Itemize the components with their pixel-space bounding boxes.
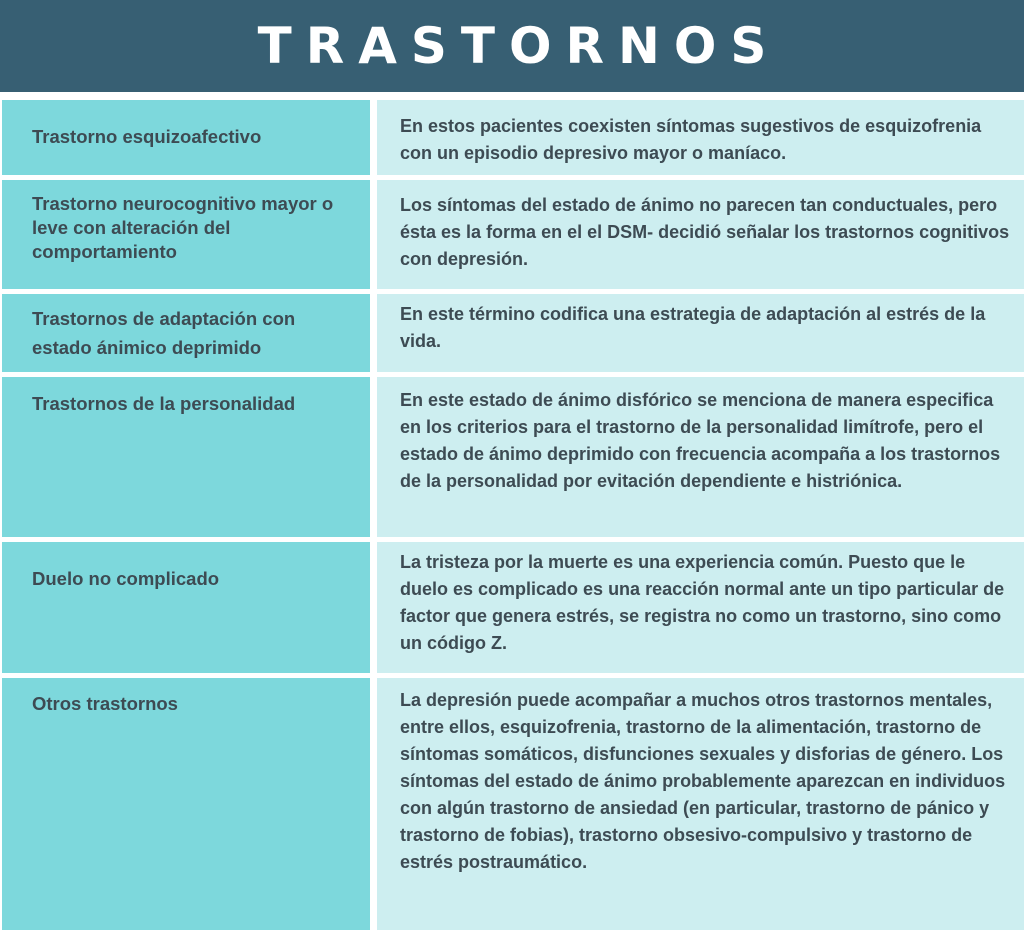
label-cell — [2, 294, 370, 372]
row-label: Duelo no complicado — [32, 568, 220, 589]
description-cell — [377, 678, 1024, 930]
description-cell — [377, 294, 1024, 372]
row-label: Otros trastornos — [32, 693, 178, 714]
row-label: Trastorno esquizoafectivo — [32, 126, 262, 147]
label-cell — [2, 180, 370, 289]
description-cell — [377, 100, 1024, 175]
table-row — [0, 678, 1024, 930]
row-description: En estos pacientes coexisten síntomas sugestivos de esquizofrenia con un episodio depresivo mayor o maníaco. — [400, 116, 982, 163]
row-description: En este estado de ánimo disfórico se menciona de manera especifica en los criterios para el trastorno de la personalidad limítrofe, pero el estado de ánimo deprimido con frecuencia acompaña a los trastornos de la personalidad por evitación dependiente e histriónica. — [400, 390, 1001, 491]
row-description: La tristeza por la muerte es una experiencia común. Puesto que le duelo es complicado es una reacción normal ante un tipo particular de factor que genera estrés, se registra no como un trastorno, sino como un código Z. — [400, 552, 1005, 653]
description-cell — [377, 180, 1024, 289]
row-description: En este término codifica una estrategia de adaptación al estrés de la vida. — [400, 304, 986, 351]
table-row — [0, 377, 1024, 537]
label-cell — [2, 678, 370, 930]
description-cell — [377, 542, 1024, 673]
row-description: La depresión puede acompañar a muchos otros trastornos mentales, entre ellos, esquizofrenia, trastorno de la alimentación, trastorno de síntomas somáticos, disfunciones sexuales y disforias de género. Los síntomas del estado de ánimo probablemente aparezcan en individuos con algún trastorno de ansiedad (en particular, trastorno de pánico y trastorno de fobias), trastorno obsesivo-compulsivo y trastorno de estrés postraumático. — [400, 690, 1006, 872]
table-row — [0, 542, 1024, 673]
row-label: Trastornos de adaptación con estado ánimico deprimido — [32, 308, 296, 358]
label-cell — [2, 100, 370, 175]
table-row — [0, 180, 1024, 289]
row-label: Trastorno neurocognitivo mayor o leve con alteración del comportamiento — [32, 193, 334, 262]
description-cell — [377, 377, 1024, 537]
page-title: TRASTORNOS — [257, 17, 781, 75]
table-row — [0, 100, 1024, 175]
header-banner — [0, 0, 1024, 92]
row-label: Trastornos de la personalidad — [32, 393, 296, 414]
label-cell — [2, 542, 370, 673]
table-row — [0, 294, 1024, 372]
row-description: Los síntomas del estado de ánimo no parecen tan conductuales, pero ésta es la forma en el el DSM- decidió señalar los trastornos cognitivos con depresión. — [400, 195, 1010, 269]
label-cell — [2, 377, 370, 537]
